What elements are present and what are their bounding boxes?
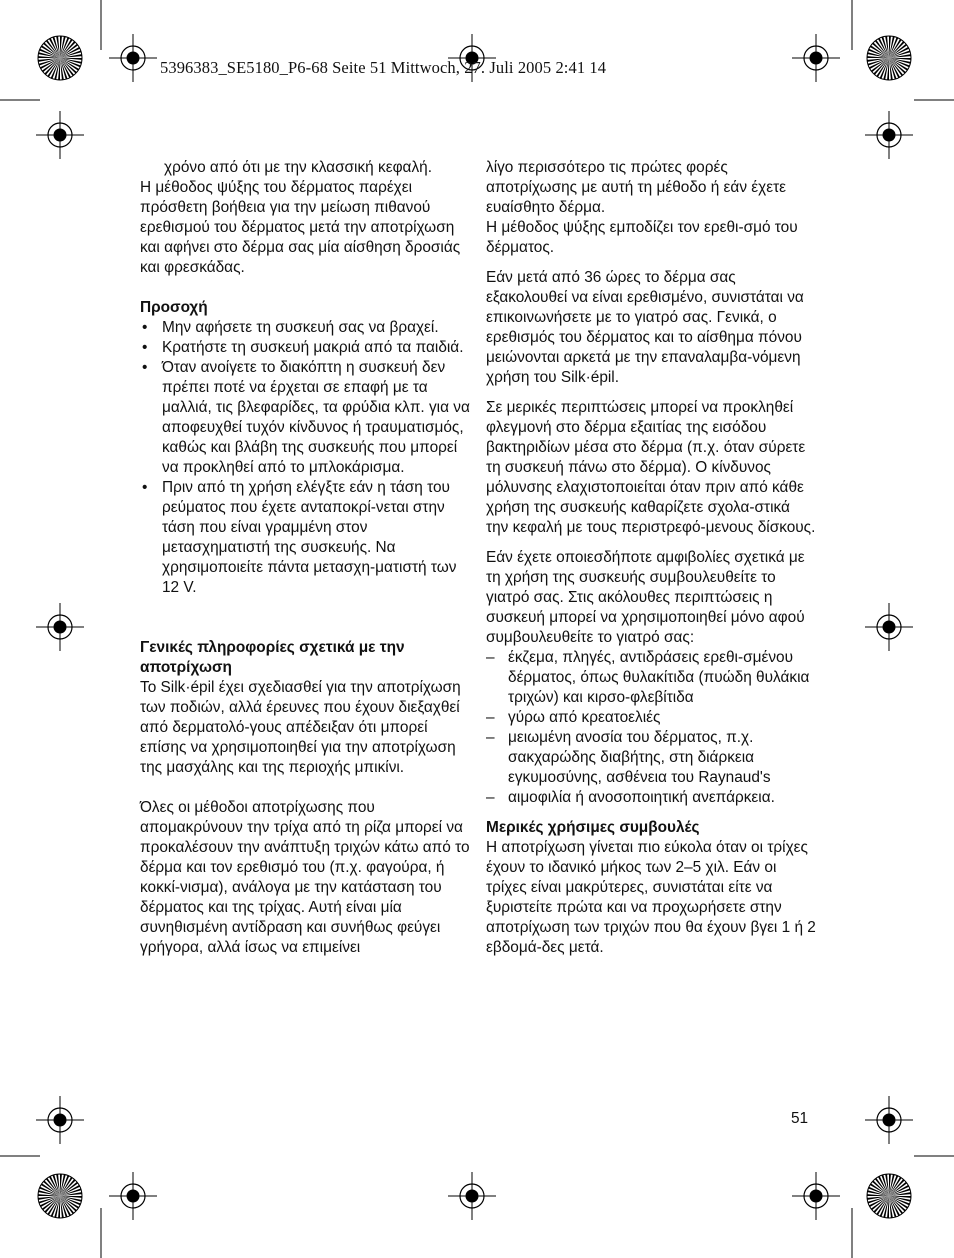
- caution-list: [140, 318, 470, 598]
- left-column: [140, 158, 470, 958]
- tips-paragraph: Η αποτρίχωση γίνεται πιο εύκολα όταν οι τρίχες έχουν το ιδανικό μήκος των 2–5 χιλ. Εάν οι τρίχες είναι μακρύτερες, συνιστάται είτε να ξυριστείτε πρώτα και να προχωρήσετε στην αποτρίχωση των τριχών που θα έχουν βγει 1 ή 2 εβδομά-δες μετά.: [486, 839, 816, 956]
- caution-heading: Προσοχή: [140, 299, 208, 316]
- list-item: – έκζεμα, πληγές, αντιδράσεις ερεθι-σμένου δέρματος, όπως θυλακίτιδα (πυώδη θυλάκια τριχών) και κιρσο-φλεβίτιδα: [486, 649, 810, 706]
- registration-mark: [36, 111, 84, 159]
- general-info-paragraph: Το Silk·épil έχει σχεδιασθεί για την αποτρίχωση των ποδιών, αλλά έρευνες που έχουν διεξαχθεί από δερματολό-γους απέδειξαν ότι μπορεί επίσης να χρησιμοποιηθεί για την αποτρίχωση της μασχάλης και της περιοχής μπικίνι.: [140, 679, 461, 776]
- registration-mark: [792, 1172, 840, 1220]
- list-item: – γύρω από κρεατοελιές: [486, 709, 661, 726]
- right-column: [486, 158, 816, 958]
- intro-continuation: χρόνο από ότι με την κλασσική κεφαλή.: [164, 159, 432, 176]
- doctor-paragraph: Εάν έχετε οποιεσδήποτε αμφιβολίες σχετικά με τη χρήση της συσκευής συμβουλευθείτε το γιατρό σας. Στις ακόλουθες περιπτώσεις η συσκευή μπορεί να χρησιμοποιηθεί μόνο αφού συμβουλευθείτε το γιατρό σας:: [486, 549, 805, 646]
- registration-mark: [448, 1172, 496, 1220]
- list-item: • Όταν ανοίγετε το διακόπτη η συσκευή δεν πρέπει ποτέ να έρχεται σε επαφή με τα μαλλιά, τις βλεφαρίδες, τα φρύδια κλπ. για να αποφευχθεί τυχόν κίνδυνος ή τραυματισμός, καθώς και βλάβη της συσκευής που μπορεί να προκληθεί από το μπλοκάρισμα.: [142, 359, 470, 476]
- cooling-paragraph: Η μέθοδος ψύξης του δέρματος παρέχει πρόσθετη βοήθεια για την μείωση πιθανού ερεθισμού του δέρματος μετά την αποτρίχωση και αφήνει στο δέρμα σας μία αίσθηση δροσιάς και φρεσκάδας.: [140, 179, 461, 276]
- general-info-heading: Γενικές πληροφορίες σχετικά με την αποτρίχωση: [140, 639, 405, 676]
- starburst-mark: [867, 1174, 911, 1218]
- registration-mark: [865, 111, 913, 159]
- infection-paragraph: Σε μερικές περιπτώσεις μπορεί να προκληθεί φλεγμονή στο δέρμα εξαιτίας της εισόδου βακτηριδίων μέσα στο δέρμα (π.χ. όταν σύρετε τη συσκευή πάνω στο δέρμα). Ο κίνδυνος μόλυνσης ελαχιστοποιείται όταν πριν από κάθε χρήση της συσκευής καθαρίζετε σχολα-στικά την κεφαλή με τους περιστρεφό-μενους δίσκους.: [486, 399, 816, 536]
- registration-mark: [865, 603, 913, 651]
- registration-mark: [109, 1172, 157, 1220]
- methods-paragraph: Όλες οι μέθοδοι αποτρίχωσης που απομακρύνουν την τρίχα από τη ρίζα μπορεί να προκαλέσουν την ανάπτυξη τριχών κάτω από το δέρμα και τον ερεθισμό του (π.χ. φαγούρα, ή κοκκί-νισμα), ανάλογα με την κατάσταση του δέρματος και της τρίχας. Αυτή είναι μία συνηθισμένη αντίδραση και συνήθως φεύγει γρήγορα, αλλά ίσως να επιμείνει: [140, 799, 470, 956]
- list-item: – αιμοφιλία ή ανοσοποιητική ανεπάρκεια.: [486, 789, 775, 806]
- list-item: • Πριν από τη χρήση ελέγξτε εάν η τάση του ρεύματος που έχετε ανταποκρί-νεται στην τάση που είναι γραμμένη στον μετασχηματιστή της συσκευής. Να χρησιμοποιείτε πάντα μετασχη-ματιστή των 12 V.: [142, 479, 457, 596]
- starburst-mark: [867, 36, 911, 80]
- registration-mark: [109, 34, 157, 82]
- irritation-paragraph: Εάν μετά από 36 ώρες το δέρμα σας εξακολουθεί να είναι ερεθισμένο, συνιστάται να επικοινωνήσετε με το γιατρό σας. Γενικά, ο ερεθισμός του δέρματος και το αίσθημα πόνου μειώνονται αρκετά με την επαναλαμβα-νόμενη χρήση του Silk·épil.: [486, 269, 804, 386]
- tips-heading: Μερικές χρήσιμες συμβουλές: [486, 819, 700, 836]
- cooling-note: Η μέθοδος ψύξης εμποδίζει τον ερεθι-σμό του δέρματος.: [486, 219, 798, 256]
- page-number: 51: [791, 1110, 809, 1127]
- print-slug-line: 5396383_SE5180_P6-68 Seite 51 Mittwoch, 27. Juli 2005 2:41 14: [160, 58, 607, 77]
- registration-mark: [865, 1096, 913, 1144]
- starburst-mark: [38, 36, 82, 80]
- registration-mark: [36, 603, 84, 651]
- registration-mark: [792, 34, 840, 82]
- conditions-list: [486, 648, 816, 808]
- list-item: • Μην αφήσετε τη συσκευή σας να βραχεί.: [142, 319, 439, 336]
- list-item: • Κρατήστε τη συσκευή μακριά από τα παιδιά.: [142, 339, 464, 356]
- registration-mark: [36, 1096, 84, 1144]
- continuation-paragraph: λίγο περισσότερο τις πρώτες φορές αποτρίχωσης με αυτή τη μέθοδο ή εάν έχετε ευαίσθητο δέρμα.: [486, 159, 787, 216]
- list-item: – μειωμένη ανοσία του δέρματος, π.χ. σακχαρώδης διαβήτης, στη διάρκεια εγκυμοσύνης, ασθένεια του Raynaud's: [486, 729, 771, 786]
- starburst-mark: [38, 1174, 82, 1218]
